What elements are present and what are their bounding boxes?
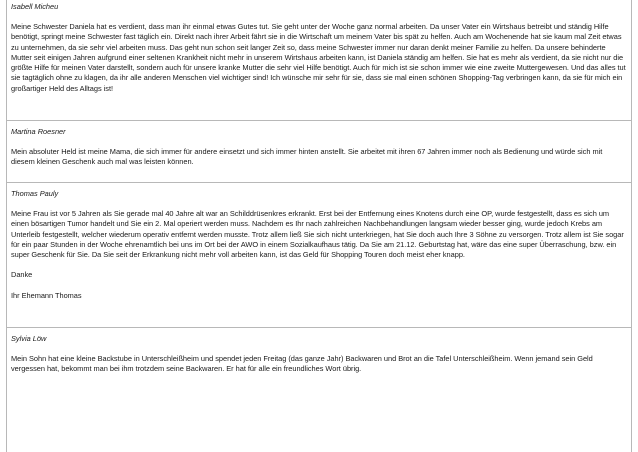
entry-isabell-micheu <box>7 0 631 121</box>
entry-author: Martina Roesner <box>11 127 66 136</box>
entry-author: Isabell Micheu <box>11 2 59 11</box>
entry-text: Mein Sohn hat eine kleine Backstube in Unterschleißheim und spendet jeden Freitag (das ganze Jahr) Backwaren und Brot an die Tafel Unterschleißheim. Wenn jemand sein Geld vergessen hat, bekommt man bei ihm trotzdem seine Backwaren. Er hat für alle ein freundliches Wort übrig. <box>11 354 593 374</box>
entry-signature: Ihr Ehemann Thomas <box>11 290 82 300</box>
document-page <box>6 0 632 452</box>
entry-thanks: Danke <box>11 270 33 280</box>
entry-thomas-pauly <box>7 183 631 328</box>
entry-martina-roesner <box>7 121 631 183</box>
entry-text: Mein absoluter Held ist meine Mama, die sich immer für andere einsetzt und sich immer hinten anstellt. Sie arbeitet mit ihren 67 Jahren immer noch als Bedienung und würde sich mit diesem kleinen Geschenk auch mal was leisten können. <box>11 147 603 167</box>
entry-author: Thomas Pauly <box>11 189 59 198</box>
entry-text: Meine Frau ist vor 5 Jahren als Sie gerade mal 40 Jahre alt war an Schilddrüsenkres erkrankt. Erst bei der Entfernung eines Knotens durch eine OP, wurde festgestellt, dass es sich um einen bösartigen Tumor handelt und Sie ein 2. Mal operiert werden muss. Nachdem es Ihr nach zahlreichen Nachbehandlungen langsam wieder besser ging, wurde jedoch Krebs am Unterleib festgestellt, welcher wiederum operativ entfernt werden musste. Trotz allem ließ Sie sich nicht unterkriegen, hat Sie doch auch Ihre 3 Söhne zu versorgen. Trotz allem ist Sie sogar für ein paar Stunden in der Woche ehrenamtlich bei uns im Ort bei der AWO in einem Sozialkaufhaus tätig. Da Sie am 21.12. Geburtstag hat, wäre das eine super Überraschung, bzw. ein super Geschenk für Sie. Da Sie seit der Erkrankung nicht mehr voll arbeiten kann, ist das Geld für Shopping Touren doch meist eher knapp. <box>11 209 624 260</box>
entry-sylvia-loew <box>7 328 631 452</box>
entry-text: Meine Schwester Daniela hat es verdient, dass man ihr einmal etwas Gutes tut. Sie geht unter der Woche ganz normal arbeiten. Da unser Vater ein Wirtshaus betreibt und ständig Hilfe benötigt, springt meine Schwester fast täglich ein. Direkt nach ihrer Arbeit fährt sie in die Wirtschaft um meinem Vater bis spät zu helfen. Auch am Wochenende hat sie kaum mal Zeit etwas zu unternehmen, da sie sehr viel arbeiten muss. Das geht nun schon seit langer Zeit so, dass meine Schwester immer nur daran denkt meiner Familie zu helfen. Da unsere behinderte Mutter seit einigen Jahren aufgrund einer seltenen Krankheit nicht mehr in unserem Wirtshaus arbeiten kann, ist Daniela ständig am helfen. Sie hat es mehr als verdient, da sie nicht nur die größte Hilfe für meinen Vater darstellt, sondern auch für unsere kranke Mutter die sehr viel Hilfe benötigt. Auch für mich ist sie schon immer wie eine zweite Muttergewesen. Und das alles tut sie tagtäglich ohne zu klagen, da ihr alle anderen Menschen viel wichtiger sind! Ich wünsche mir sehr für sie, dass sie mal einen schönen Shopping-Tag verbringen kann, da sie für mich ein großartiger Held des Alltags ist! <box>11 22 626 93</box>
entry-author: Sylvia Löw <box>11 334 47 343</box>
